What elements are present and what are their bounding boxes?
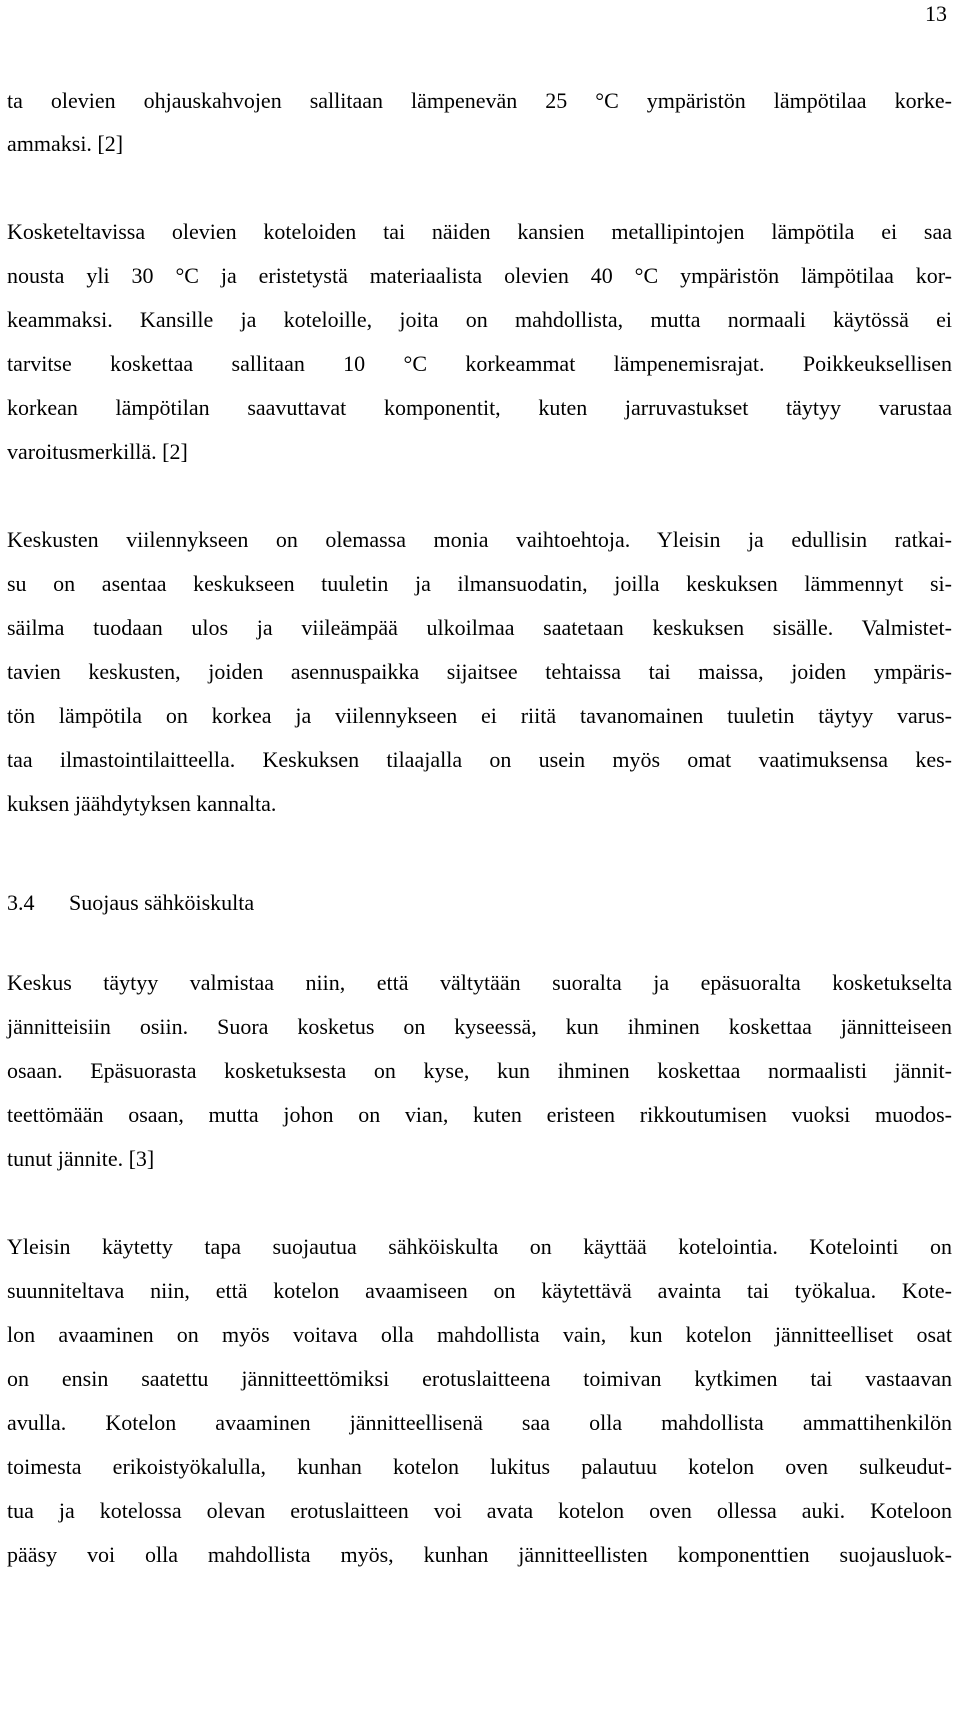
paragraph-line: Keskusten viilennykseen on olemassa monia vaihtoehtoja. Yleisin ja edullisin ratkai- [7,527,952,552]
paragraph-line: nousta yli 30 °C ja eristetystä materiaalista olevien 40 °C ympäristön lämpötilaa kor- [7,263,952,288]
paragraph-line: ammaksi. [2] [7,131,124,156]
paragraph-line: tön lämpötila on korkea ja viilennykseen ei riitä tavanomainen tuuletin täytyy varus- [7,703,952,728]
section-title: Suojaus sähköiskulta [69,890,255,915]
paragraph-line: tarvitse koskettaa sallitaan 10 °C korkeammat lämpenemisrajat. Poikkeuksellisen [7,351,952,376]
paragraph-line: ta olevien ohjauskahvojen sallitaan lämpenevän 25 °C ympäristön lämpötilaa korke- [7,88,952,113]
paragraph-line: säilma tuodaan ulos ja viileämpää ulkoilmaa saatetaan keskuksen sisälle. Valmistet- [7,615,952,640]
paragraph-line: taa ilmastointilaitteella. Keskuksen tilaajalla on usein myös omat vaatimuksensa kes- [7,747,952,772]
paragraph-line: on ensin saatettu jännitteettömiksi erotuslaitteena toimivan kytkimen tai vastaavan [7,1366,952,1391]
paragraph-line: osaan. Epäsuorasta kosketuksesta on kyse, kun ihminen koskettaa normaalisti jännit- [7,1058,952,1083]
paragraph-line: kuksen jäähdytyksen kannalta. [7,791,277,816]
paragraph-line: jännitteisiin osiin. Suora kosketus on kyseessä, kun ihminen koskettaa jännitteiseen [7,1014,952,1039]
paragraph-line: avulla. Kotelon avaaminen jännitteellisenä saa olla mahdollista ammattihenkilön [7,1410,952,1435]
paragraph-line: lon avaaminen on myös voitava olla mahdollista vain, kun kotelon jännitteelliset osat [7,1322,952,1347]
paragraph-line: toimesta erikoistyökalulla, kunhan kotelon lukitus palautuu kotelon oven sulkeudut- [7,1454,952,1479]
paragraph-line: tavien keskusten, joiden asennuspaikka sijaitsee tehtaissa tai maissa, joiden ympäris- [7,659,952,684]
paragraph-line: Yleisin käytetty tapa suojautua sähköiskulta on käyttää kotelointia. Kotelointi on [7,1234,952,1259]
paragraph-line: teettömään osaan, mutta johon on vian, kuten eristeen rikkoutumisen vuoksi muodos- [7,1102,952,1127]
paragraph-line: keammaksi. Kansille ja koteloille, joita on mahdollista, mutta normaali käytössä ei [7,307,952,332]
paragraph-line: tunut jännite. [3] [7,1146,155,1171]
paragraph-line: Kosketeltavissa olevien koteloiden tai näiden kansien metallipintojen lämpötila ei saa [7,219,952,244]
paragraph-line: su on asentaa keskukseen tuuletin ja ilmansuodatin, joilla keskuksen lämmennyt si- [7,571,952,596]
paragraph-line: korkean lämpötilan saavuttavat komponentit, kuten jarruvastukset täytyy varustaa [7,395,952,420]
section-number: 3.4 [7,890,35,915]
paragraph-line: suunniteltava niin, että kotelon avaamiseen on käytettävä avainta tai työkalua. Kote- [7,1278,952,1303]
paragraph-line: varoitusmerkillä. [2] [7,439,188,464]
paragraph-line: Keskus täytyy valmistaa niin, että vältytään suoralta ja epäsuoralta kosketukselta [7,970,952,995]
paragraph-line: tua ja kotelossa olevan erotuslaitteen voi avata kotelon oven ollessa auki. Koteloon [7,1498,952,1523]
paragraph-line: pääsy voi olla mahdollista myös, kunhan jännitteellisten komponenttien suojausluok- [7,1542,952,1567]
page-number: 13 [925,1,947,26]
